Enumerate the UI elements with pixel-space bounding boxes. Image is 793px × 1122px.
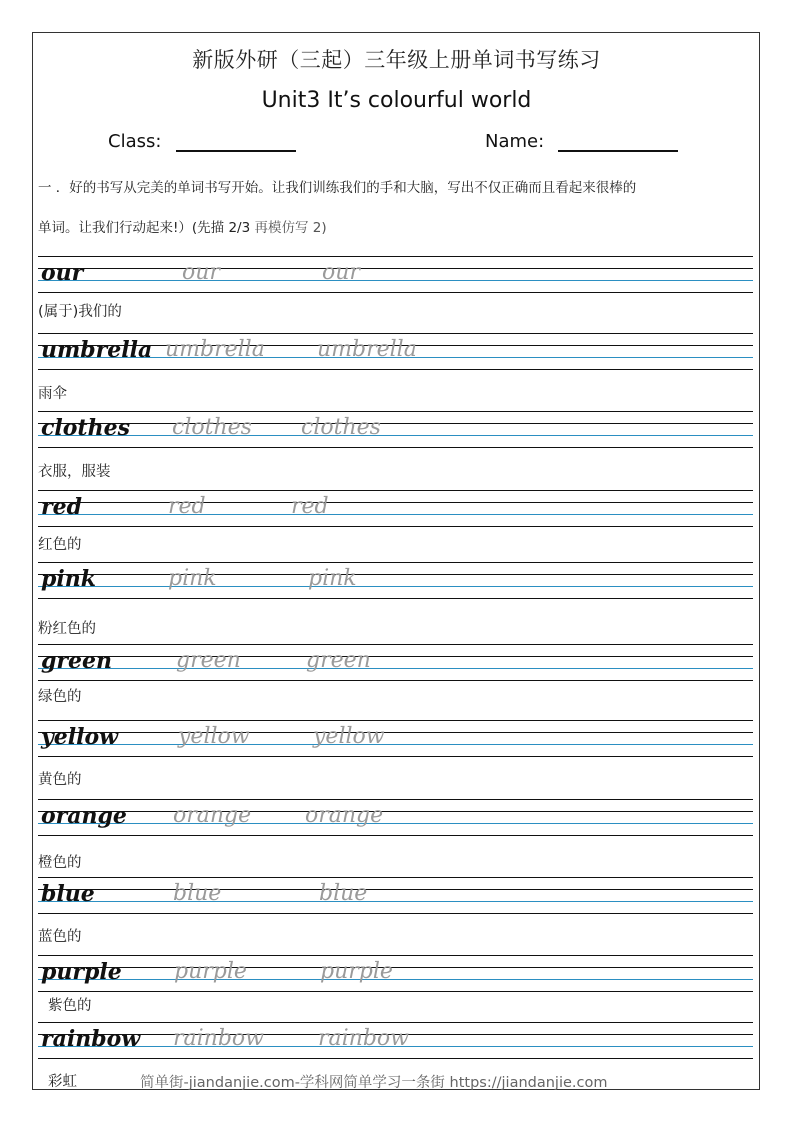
guide-line <box>38 598 753 599</box>
trace-word-1[interactable]: orange <box>173 803 252 828</box>
model-word: our <box>41 260 84 286</box>
trace-word-2[interactable]: our <box>322 260 360 285</box>
instruction-line-1: 一 ．好的书写从完美的单词书写开始。让我们训练我们的手和大脑，写出不仅正确而且看起来很棒的 <box>38 180 637 196</box>
trace-word-1[interactable]: clothes <box>172 415 252 440</box>
trace-word-2[interactable]: purple <box>320 959 393 984</box>
trace-word-1[interactable]: green <box>176 648 241 673</box>
guide-line <box>38 967 753 968</box>
class-label: Class: <box>108 131 162 152</box>
trace-word-2[interactable]: pink <box>308 566 357 591</box>
instruction-main: 单词。让我们行动起来!）(先描 2/3 <box>38 220 255 236</box>
trace-word-1[interactable]: our <box>182 260 220 285</box>
word-meaning: 雨伞 <box>38 386 67 402</box>
guide-line <box>38 256 753 257</box>
baseline-blue <box>38 901 753 902</box>
guide-line <box>38 799 753 800</box>
guide-line <box>38 656 753 657</box>
baseline-blue <box>38 823 753 824</box>
trace-word-1[interactable]: pink <box>168 566 217 591</box>
word-meaning: 衣服，服装 <box>38 464 111 480</box>
model-word: clothes <box>41 415 130 441</box>
trace-word-2[interactable]: clothes <box>301 415 381 440</box>
guide-line <box>38 811 753 812</box>
guide-line <box>38 502 753 503</box>
word-meaning: 彩虹 <box>48 1074 77 1090</box>
model-word: yellow <box>41 724 119 750</box>
trace-word-2[interactable]: blue <box>319 881 368 906</box>
guide-line <box>38 720 753 721</box>
trace-word-2[interactable]: orange <box>305 803 384 828</box>
word-meaning: (属于)我们的 <box>38 304 122 320</box>
model-word: blue <box>41 881 95 907</box>
trace-word-2[interactable]: yellow <box>313 724 385 749</box>
guide-line <box>38 562 753 563</box>
word-meaning: 粉红色的 <box>38 621 96 637</box>
guide-line <box>38 333 753 334</box>
trace-word-2[interactable]: umbrella <box>317 337 417 362</box>
trace-word-1[interactable]: umbrella <box>165 337 265 362</box>
worksheet-title-chinese: 新版外研（三起）三年级上册单词书写练习 <box>192 48 601 72</box>
word-meaning: 蓝色的 <box>38 929 82 945</box>
guide-line <box>38 680 753 681</box>
baseline-blue <box>38 979 753 980</box>
word-meaning: 黄色的 <box>38 772 82 788</box>
class-blank[interactable] <box>176 150 296 152</box>
guide-line <box>38 955 753 956</box>
guide-line <box>38 526 753 527</box>
name-blank[interactable] <box>558 150 678 152</box>
word-meaning: 紫色的 <box>48 998 92 1014</box>
model-word: rainbow <box>41 1026 141 1052</box>
baseline-blue <box>38 435 753 436</box>
trace-word-1[interactable]: red <box>168 494 206 519</box>
model-word: red <box>41 494 82 520</box>
trace-word-2[interactable]: green <box>306 648 371 673</box>
guide-line <box>38 574 753 575</box>
guide-line <box>38 447 753 448</box>
instruction-grey: 再模仿写 2) <box>254 220 327 236</box>
worksheet-title-english: Unit3 It’s colourful world <box>261 88 532 113</box>
word-meaning: 绿色的 <box>38 689 82 705</box>
guide-line <box>38 292 753 293</box>
guide-line <box>38 369 753 370</box>
guide-line <box>38 1058 753 1059</box>
model-word: umbrella <box>41 337 153 363</box>
trace-word-1[interactable]: rainbow <box>173 1026 264 1051</box>
model-word: orange <box>41 803 127 829</box>
instruction-line-2 <box>38 216 327 236</box>
model-word: pink <box>41 566 96 592</box>
trace-word-2[interactable]: red <box>291 494 329 519</box>
name-label: Name: <box>485 131 545 152</box>
guide-line <box>38 268 753 269</box>
guide-line <box>38 913 753 914</box>
guide-line <box>38 732 753 733</box>
word-meaning: 橙色的 <box>38 855 82 871</box>
baseline-blue <box>38 586 753 587</box>
model-word: purple <box>41 959 122 985</box>
baseline-blue <box>38 280 753 281</box>
guide-line <box>38 1022 753 1023</box>
trace-word-1[interactable]: blue <box>173 881 222 906</box>
baseline-blue <box>38 744 753 745</box>
guide-line <box>38 411 753 412</box>
guide-line <box>38 644 753 645</box>
guide-line <box>38 423 753 424</box>
guide-line <box>38 877 753 878</box>
trace-word-2[interactable]: rainbow <box>318 1026 409 1051</box>
baseline-blue <box>38 514 753 515</box>
guide-line <box>38 889 753 890</box>
trace-word-1[interactable]: purple <box>174 959 247 984</box>
word-meaning: 红色的 <box>38 537 82 553</box>
model-word: green <box>41 648 112 674</box>
guide-line <box>38 991 753 992</box>
baseline-blue <box>38 668 753 669</box>
trace-word-1[interactable]: yellow <box>178 724 250 749</box>
footer-watermark: 简单街-jiandanjie.com-学科网简单学习一条街 https://jiandanjie.com <box>140 1075 608 1091</box>
guide-line <box>38 490 753 491</box>
guide-line <box>38 756 753 757</box>
guide-line <box>38 835 753 836</box>
